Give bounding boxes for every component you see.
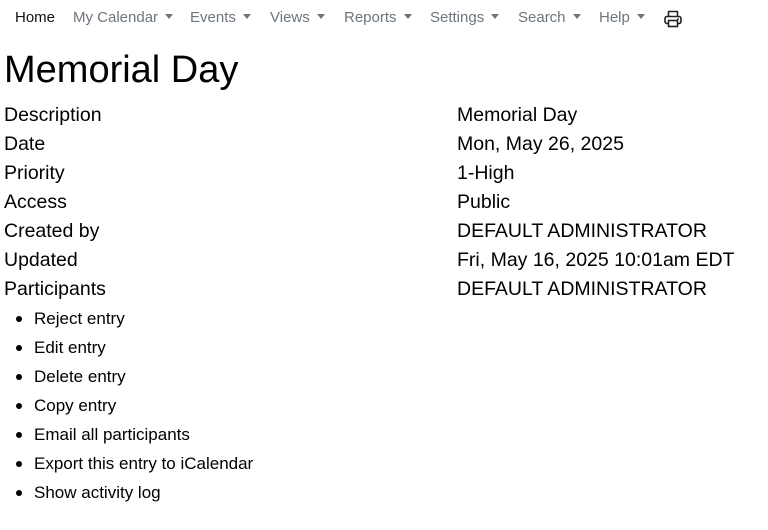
email-all-participants-link[interactable]: Email all participants xyxy=(34,425,190,444)
detail-row-priority xyxy=(4,159,764,188)
nav-my-calendar-label: My Calendar xyxy=(73,9,159,26)
nav-reports-label: Reports xyxy=(344,9,397,26)
detail-value: Public xyxy=(457,191,511,213)
detail-row-participants xyxy=(4,275,764,304)
detail-row-created-by xyxy=(4,217,764,246)
detail-label: Updated xyxy=(4,249,78,271)
copy-entry-link[interactable]: Copy entry xyxy=(34,396,117,415)
nav-settings-label: Settings xyxy=(430,9,485,26)
caret-down-icon xyxy=(243,14,251,19)
nav-events[interactable] xyxy=(190,8,251,28)
export-icalendar-link[interactable]: Export this entry to iCalendar xyxy=(34,454,254,473)
bullet-icon xyxy=(16,432,22,438)
bullet-icon xyxy=(16,403,22,409)
bullet-icon xyxy=(16,374,22,380)
bullet-icon xyxy=(16,490,22,496)
caret-down-icon xyxy=(573,14,581,19)
delete-entry-link[interactable]: Delete entry xyxy=(34,367,126,386)
nav-events-label: Events xyxy=(190,9,236,26)
detail-label: Description xyxy=(4,104,102,126)
event-details xyxy=(4,101,764,304)
detail-value: DEFAULT ADMINISTRATOR xyxy=(457,278,707,300)
nav-help-label: Help xyxy=(599,9,630,26)
caret-down-icon xyxy=(491,14,499,19)
caret-down-icon xyxy=(165,14,173,19)
nav-reports[interactable] xyxy=(344,8,412,28)
detail-value: Mon, May 26, 2025 xyxy=(457,133,624,155)
nav-home[interactable] xyxy=(15,8,55,28)
bullet-icon xyxy=(16,316,22,322)
nav-views-label: Views xyxy=(270,9,310,26)
detail-label: Date xyxy=(4,133,46,155)
nav-settings[interactable] xyxy=(430,8,499,28)
detail-value: Fri, May 16, 2025 10:01am EDT xyxy=(457,249,735,271)
caret-down-icon xyxy=(637,14,645,19)
printer-icon[interactable] xyxy=(663,9,683,29)
bullet-icon xyxy=(16,345,22,351)
detail-row-updated xyxy=(4,246,764,275)
bullet-icon xyxy=(16,461,22,467)
nav-search-label: Search xyxy=(518,9,566,26)
caret-down-icon xyxy=(317,14,325,19)
nav-views[interactable] xyxy=(270,8,325,28)
reject-entry-link[interactable]: Reject entry xyxy=(34,309,125,328)
detail-value: Memorial Day xyxy=(457,104,578,126)
nav-home-label: Home xyxy=(15,9,56,26)
detail-row-access xyxy=(4,188,764,217)
edit-entry-link[interactable]: Edit entry xyxy=(34,338,106,357)
detail-label: Participants xyxy=(4,278,106,300)
detail-row-date xyxy=(4,130,764,159)
nav-my-calendar[interactable] xyxy=(73,8,173,28)
detail-value: 1-High xyxy=(457,162,515,184)
detail-row-description xyxy=(4,101,764,130)
detail-label: Created by xyxy=(4,220,100,242)
page-title: Memorial Day xyxy=(4,49,239,91)
nav-help[interactable] xyxy=(599,8,645,28)
detail-label: Priority xyxy=(4,162,65,184)
caret-down-icon xyxy=(404,14,412,19)
detail-value: DEFAULT ADMINISTRATOR xyxy=(457,220,707,242)
show-activity-log-link[interactable]: Show activity log xyxy=(34,483,161,502)
main-navbar xyxy=(0,0,768,36)
nav-search[interactable] xyxy=(518,8,581,28)
detail-label: Access xyxy=(4,191,67,213)
